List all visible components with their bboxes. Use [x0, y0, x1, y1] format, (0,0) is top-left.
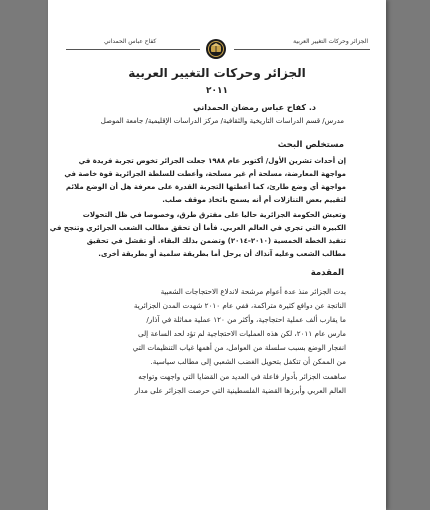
text-line: مواجهة المعارضة، مسلحة أم غير مسلحة، وأعطت للسلطة الجزائرية قوة خاصة في [64, 170, 346, 178]
text-line: انفجار الوضع بسبب سلسلة من العوامل، من أهمها غياب التنظيمات التي [132, 343, 346, 352]
text-line: مطالب الشعب وعليه آنذاك أن يرحل أما بطريقة سلمية أو بطريقة أخرى. [98, 250, 346, 258]
author-affiliation: مدرس/ قسم الدراسات التاريخية والثقافية/ مركز الدراسات الإقليمية/ جامعة الموصل [100, 117, 344, 125]
text-line: من الممكن أن تتكفل بتحويل الغضب الشعبي إلى مطالب سياسية. [150, 357, 346, 366]
author-name: د. كفاح عباس رمضان الحمداني [193, 103, 316, 112]
header-journal-title: الجزائر وحركات التغيير العربية [293, 38, 368, 45]
header-rule-right [234, 49, 370, 50]
introduction-paragraph-2 [84, 370, 346, 398]
text-line: ما يقارب ألف عملية احتجاجية، وأكثر من ١٢٠ عملية مماثلة في آذار/ [146, 315, 346, 324]
header-author-name: كفاح عباس الحمداني [104, 38, 157, 45]
abstract-paragraph-2 [49, 209, 346, 261]
header-rule-left [66, 49, 200, 50]
text-line: العالم العربي وأبرزها القضية الفلسطينية التي حرصت الجزائر على مدار [134, 386, 346, 395]
introduction-heading: المقدمة [310, 268, 344, 278]
text-line: وتعيش الحكومة الجزائرية حاليا على مفترق طرق، وخصوصا في ظل التحولات [82, 211, 346, 219]
text-line: لتقييم بعض التنازلات أم أنه يسمح باتخاذ موقف صلب. [162, 196, 346, 204]
document-page [48, 0, 386, 510]
text-line: إن أحداث تشرين الأول/ أكتوبر عام ١٩٨٨ جعلت الجزائر تخوض تجربة فريدة في [78, 157, 346, 165]
paper-year: ٢٠١١ [206, 86, 228, 96]
abstract-heading: مستخلص البحث [277, 140, 344, 150]
university-seal-icon [202, 38, 230, 60]
running-header [48, 38, 386, 60]
text-line: ساهمت الجزائر بأدوار فاعلة في العديد من القضايا التي واجهت وتواجه [138, 372, 346, 381]
text-line: بدت الجزائر منذ عدة أعوام مرشحة لاندلاع الاحتجاجات الشعبية [160, 287, 346, 296]
text-line: الكبيرة التي تجري في العالم العربي. فأما أن تحقق مطالب الشعب الجزائري وتنجح في [49, 224, 346, 232]
text-line: الناتجة عن دوافع كثيرة متراكمة، ففي عام ٢٠١٠ شهدت المدن الجزائرية [133, 301, 346, 310]
text-line: مواجهة أي وضع طارئ، كما أعطتها التجربة القدرة على معرفة هل أن الوضع ملائم [65, 183, 346, 191]
abstract-paragraph-1 [64, 155, 346, 207]
paper-title: الجزائر وحركات التغيير العربية [128, 66, 306, 80]
text-line: تنفيذ الخطة الخمسية (٢٠١٠-٢٠١٤) وتضمن بذلك البقاء. أو تفشل في تحقيق [86, 237, 346, 245]
text-line: مارس عام ٢٠١١، لكن هذه العمليات الاحتجاجية لم تؤد لحد الساعة إلى [137, 329, 346, 338]
introduction-paragraph-1 [84, 285, 346, 369]
